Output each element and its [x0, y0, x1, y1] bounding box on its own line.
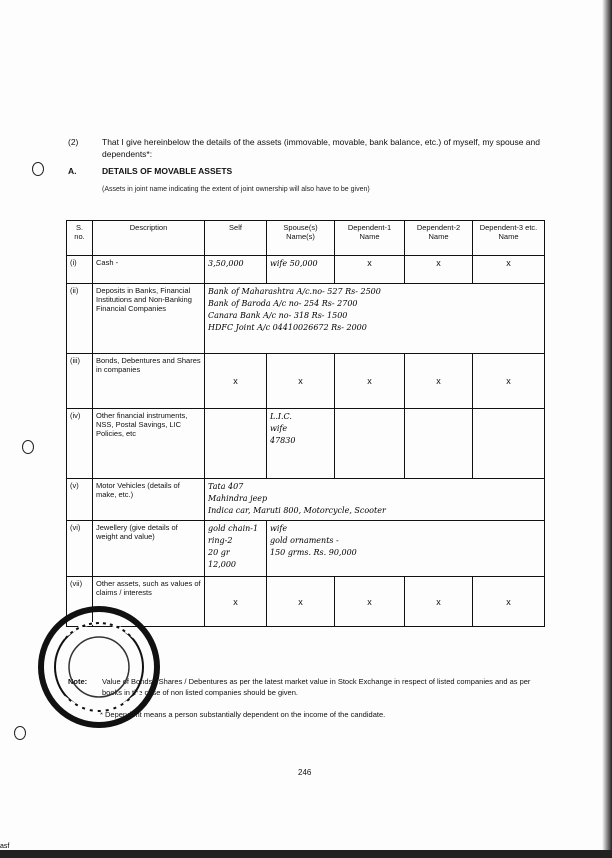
row-description: Jewellery (give details of weight and value) — [93, 521, 205, 577]
paragraph-text: That I give hereinbelow the details of the assets (immovable, movable, bank balance, etc.) of myself, my spouse and dependents*: — [102, 137, 540, 159]
jewellery-line: gold ornaments - — [270, 536, 339, 545]
cash-d1: x — [335, 256, 405, 284]
bonds-spouse: x — [267, 354, 335, 409]
table-row — [67, 354, 545, 409]
jewellery-line: gold chain-1 — [208, 524, 259, 533]
jewellery-line: 20 gr — [208, 548, 230, 557]
row-sno: (vii) — [67, 577, 93, 627]
table-header-row — [67, 221, 545, 256]
deposit-line: Bank of Baroda A/c no- 254 Rs- 2700 — [208, 299, 358, 308]
table-row — [67, 479, 545, 521]
table-row — [67, 521, 545, 577]
header-dependent-3: Dependent-3 etc. Name — [473, 221, 545, 256]
page-number: 246 — [298, 768, 312, 777]
lic-d1 — [335, 409, 405, 479]
row-sno: (v) — [67, 479, 93, 521]
deposit-line: Bank of Maharashtra A/c.no- 527 Rs- 2500 — [208, 287, 381, 296]
vehicles-details — [205, 479, 545, 521]
note-label: Note: — [68, 677, 88, 686]
punch-hole-icon — [14, 726, 26, 740]
deposit-line: Canara Bank A/c no- 318 Rs- 1500 — [208, 311, 348, 320]
cash-d2: x — [405, 256, 473, 284]
other-spouse: x — [267, 577, 335, 627]
other-d3: x — [473, 577, 545, 627]
other-self: x — [205, 577, 267, 627]
scan-edge-shadow — [602, 0, 612, 858]
bonds-d3: x — [473, 354, 545, 409]
punch-hole-icon — [32, 162, 44, 176]
header-dependent-2: Dependent-2 Name — [405, 221, 473, 256]
jewellery-spouse — [267, 521, 545, 577]
row-sno: (vi) — [67, 521, 93, 577]
section-label: A. — [68, 166, 77, 176]
jewellery-line: ring-2 — [208, 536, 233, 545]
lic-line: wife — [270, 424, 288, 433]
lic-line: L.I.C. — [270, 412, 292, 421]
row-description: Motor Vehicles (details of make, etc.) — [93, 479, 205, 521]
jewellery-line: wife — [270, 524, 288, 533]
joint-ownership-note: (Assets in joint name indicating the extent of joint ownership will also have to be given) — [102, 186, 370, 193]
table-row — [67, 284, 545, 354]
lic-self — [205, 409, 267, 479]
lic-spouse — [267, 409, 335, 479]
deposits-details — [205, 284, 545, 354]
bonds-d2: x — [405, 354, 473, 409]
dependent-footnote: * Dependent means a person substantially dependent on the income of the candidate. — [100, 710, 386, 719]
row-description: Bonds, Debentures and Shares in companies — [93, 354, 205, 409]
bonds-d1: x — [335, 354, 405, 409]
jewellery-line: 12,000 — [208, 560, 236, 569]
note-text: Value of Bonds / Shares / Debentures as per the latest market value in Stock Exchange in respect of listed companies and as per books in the case of non listed companies should be given. — [102, 677, 531, 697]
left-margin-mark: asf — [0, 843, 10, 850]
jewellery-self — [205, 521, 267, 577]
bonds-self: x — [205, 354, 267, 409]
punch-hole-icon — [22, 440, 34, 454]
other-d2: x — [405, 577, 473, 627]
header-spouse: Spouse(s) Name(s) — [267, 221, 335, 256]
movable-assets-table — [66, 220, 545, 627]
row-description: Cash - — [93, 256, 205, 284]
header-dependent-1: Dependent-1 Name — [335, 221, 405, 256]
row-sno: (ii) — [67, 284, 93, 354]
lic-d2 — [405, 409, 473, 479]
vehicle-line: Tata 407 — [208, 482, 244, 491]
row-description: Deposits in Banks, Financial Institutions and Non-Banking Financial Companies — [93, 284, 205, 354]
scan-bottom-edge — [0, 850, 612, 858]
paragraph-number: (2) — [68, 137, 79, 147]
cash-spouse: wife 50,000 — [267, 256, 335, 284]
other-d1: x — [335, 577, 405, 627]
jewellery-line: 150 grms. Rs. 90,000 — [270, 548, 357, 557]
table-row — [67, 409, 545, 479]
row-description: Other financial instruments, NSS, Postal Savings, LIC Policies, etc — [93, 409, 205, 479]
deposit-line: HDFC Joint A/c 04410026672 Rs- 2000 — [208, 323, 367, 332]
official-stamp-icon — [36, 604, 162, 730]
lic-d3 — [473, 409, 545, 479]
lic-line: 47830 — [270, 436, 296, 445]
vehicle-line: Mahindra jeep — [208, 494, 268, 503]
row-sno: (iv) — [67, 409, 93, 479]
section-title: DETAILS OF MOVABLE ASSETS — [102, 166, 233, 176]
header-sno: S. no. — [67, 221, 93, 256]
row-description: Other assets, such as values of claims / interests — [93, 577, 205, 627]
table-row — [67, 256, 545, 284]
header-description: Description — [93, 221, 205, 256]
vehicle-line: Indica car, Maruti 800, Motorcycle, Scooter — [208, 506, 386, 515]
cash-d3: x — [473, 256, 545, 284]
row-sno: (iii) — [67, 354, 93, 409]
row-sno: (i) — [67, 256, 93, 284]
header-self: Self — [205, 221, 267, 256]
cash-self: 3,50,000 — [205, 256, 267, 284]
